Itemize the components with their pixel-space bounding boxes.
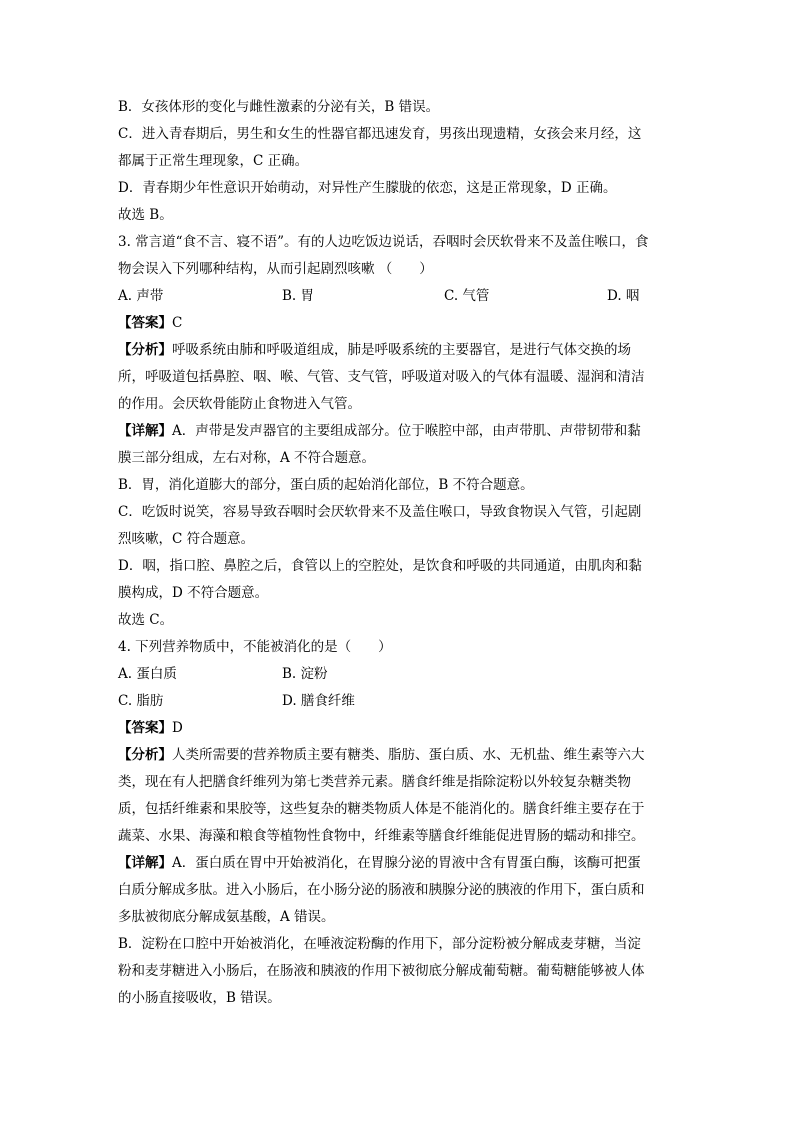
option-a: A. 蛋白质 (118, 666, 177, 682)
option-c: C. 脂肪 (118, 693, 164, 709)
analysis-text: 呼吸系统由肺和呼吸道组成，肺是呼吸系统的主要器官，是进行气体交换的场 (172, 342, 631, 358)
option-b: B. 淀粉 (282, 666, 328, 682)
detail-line: B．淀粉在口腔中开始被消化，在唾液淀粉酶的作用下，部分淀粉被分解成麦芽糖，当淀 (118, 936, 641, 952)
answer-value: D (172, 720, 183, 736)
option-a: A. 声带 (118, 288, 164, 304)
detail-line: B．胃，消化道膨大的部分，蛋白质的起始消化部位，B 不符合题意。 (118, 477, 534, 493)
analysis-text: 人类所需要的营养物质主要有糖类、脂肪、蛋白质、水、无机盐、维生素等六大 (172, 747, 645, 763)
detail-line: 烈咳嗽，C 符合题意。 (118, 531, 255, 547)
answer-line (118, 310, 678, 337)
question-4-options-row-2 (118, 688, 678, 715)
answer-line (118, 715, 678, 742)
detail-line: D．咽，指口腔、鼻腔之后，食管以上的空腔处，是饮食和呼吸的共同通道，由肌肉和黏 (118, 558, 642, 574)
answer-label: 【答案】 (118, 315, 172, 331)
text-line: B．女孩体形的变化与雌性激素的分泌有关，B 错误。 (118, 99, 440, 115)
analysis-label: 【分析】 (118, 342, 172, 358)
question-3-options (118, 283, 678, 310)
detail-line: 白质分解成多肽。进入小肠后，在小肠分泌的肠液和胰腺分泌的胰液的作用下，蛋白质和 (118, 882, 645, 898)
detail-line: 膜构成，D 不符合题意。 (118, 585, 269, 601)
detail-line: 膜三部分组成，左右对称，A 不符合题意。 (118, 450, 376, 466)
text-line: D．青春期少年性意识开始萌动，对异性产生朦胧的依恋，这是正常现象，D 正确。 (118, 180, 617, 196)
detail-line: 粉和麦芽糖进入小肠后，在肠液和胰液的作用下被彻底分解成葡萄糖。葡萄糖能够被人体 (118, 963, 645, 979)
answer-label: 【答案】 (118, 720, 172, 736)
question-3-stem: 物会误入下列哪种结构，从而引起剧烈咳嗽 （ ） (118, 261, 433, 277)
detail-line (118, 850, 678, 877)
detail-line: 多肽被彻底分解成氨基酸，A 错误。 (118, 909, 335, 925)
detail-text: A．蛋白质在胃中开始被消化，在胃腺分泌的胃液中含有胃蛋白酶，该酶可把蛋 (172, 855, 641, 871)
analysis-line (118, 742, 678, 769)
answer-value: C (172, 315, 183, 331)
analysis-line: 蔬菜、水果、海藻和粮食等植物性食物中，纤维素等膳食纤维能促进胃肠的蠕动和排空。 (118, 828, 645, 844)
analysis-line: 所，呼吸道包括鼻腔、咽、喉、气管、支气管，呼吸道对吸入的气体有温暖、湿润和清洁 (118, 369, 645, 385)
analysis-line: 的作用。会厌软骨能防止食物进入气管。 (118, 396, 361, 412)
detail-label: 【详解】 (118, 423, 172, 439)
option-b: B. 胃 (282, 288, 315, 304)
analysis-line (118, 337, 678, 364)
question-3-stem: 3. 常言道“食不言、寝不语”。有的人边吃饭边说话，吞咽时会厌软骨来不及盖住喉口，食 (118, 234, 649, 250)
conclusion-line: 故选 B。 (118, 207, 173, 223)
text-line: C．进入青春期后，男生和女生的性器官都迅速发育，男孩出现遗精，女孩会来月经，这 (118, 126, 642, 142)
detail-line (118, 418, 678, 445)
analysis-label: 【分析】 (118, 747, 172, 763)
conclusion-line: 故选 C。 (118, 612, 174, 628)
option-d: D. 咽 (607, 288, 640, 304)
question-4-options-row-1 (118, 661, 678, 688)
document-body (118, 94, 678, 1012)
detail-line: C．吃饭时说笑，容易导致吞咽时会厌软骨来不及盖住喉口，导致食物误入气管，引起剧 (118, 504, 642, 520)
analysis-line: 质，包括纤维素和果胶等，这些复杂的糖类物质人体是不能消化的。膳食纤维主要存在于 (118, 801, 645, 817)
analysis-line: 类，现在有人把膳食纤维列为第七类营养元素。膳食纤维是指除淀粉以外较复杂糖类物 (118, 774, 631, 790)
detail-label: 【详解】 (118, 855, 172, 871)
option-c: C. 气管 (444, 288, 490, 304)
option-d: D. 膳食纤维 (282, 693, 355, 709)
text-line: 都属于正常生理现象，C 正确。 (118, 153, 309, 169)
detail-line: 的小肠直接吸收，B 错误。 (118, 990, 281, 1006)
detail-text: A．声带是发声器官的主要组成部分。位于喉腔中部，由声带肌、声带韧带和黏 (172, 423, 641, 439)
question-4-stem: 4. 下列营养物质中，不能被消化的是（ ） (118, 639, 392, 655)
